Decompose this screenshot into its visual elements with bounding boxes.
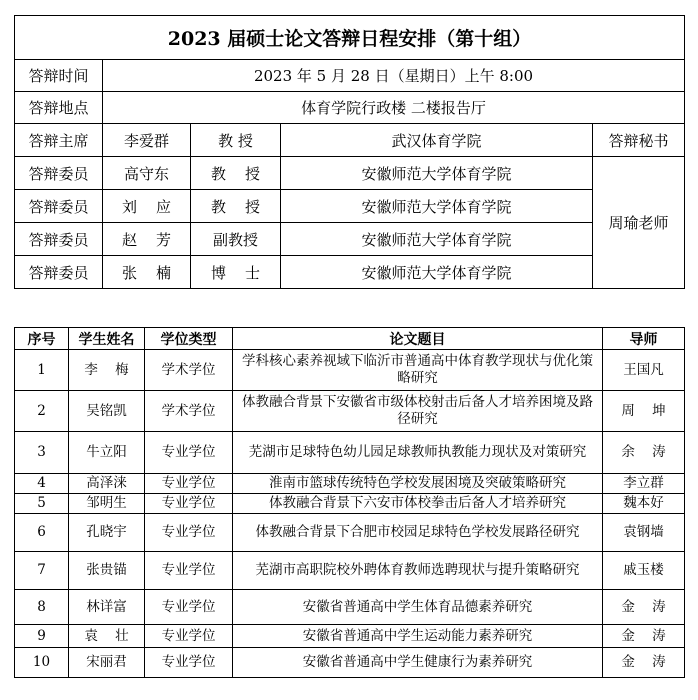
cell-degree: 学术学位 (145, 350, 233, 391)
cell-degree: 专业学位 (145, 552, 233, 590)
member-row (15, 256, 685, 289)
cell-student: 袁 壮 (69, 625, 145, 648)
member-row (15, 223, 685, 256)
cell-advisor: 金 涛 (603, 648, 685, 678)
cell-degree: 专业学位 (145, 625, 233, 648)
member-role: 答辩委员 (15, 190, 103, 223)
cell-degree: 专业学位 (145, 494, 233, 514)
chair-name: 李爱群 (103, 124, 191, 157)
cell-student: 孔晓宇 (69, 514, 145, 552)
cell-no: 7 (15, 552, 69, 590)
table-row (15, 590, 685, 625)
member-org: 安徽师范大学体育学院 (281, 256, 593, 289)
time-label: 答辩时间 (15, 60, 103, 92)
time-value: 2023 年 5 月 28 日（星期日）上午 8:00 (103, 60, 685, 92)
cell-no: 9 (15, 625, 69, 648)
committee-table (14, 15, 685, 289)
member-name: 高守东 (103, 157, 191, 190)
page-title: 2023 届硕士论文答辩日程安排（第十组） (15, 16, 685, 60)
chair-row (15, 124, 685, 157)
cell-student: 李 梅 (69, 350, 145, 391)
cell-student: 宋丽君 (69, 648, 145, 678)
header-row (15, 328, 685, 350)
cell-advisor: 魏本好 (603, 494, 685, 514)
cell-topic: 体教融合背景下安徽省市级体校射击后备人才培养困境及路径研究 (233, 391, 603, 432)
cell-no: 6 (15, 514, 69, 552)
cell-student: 牛立阳 (69, 432, 145, 474)
cell-advisor: 金 涛 (603, 625, 685, 648)
table-row (15, 494, 685, 514)
cell-topic: 安徽省普通高中学生健康行为素养研究 (233, 648, 603, 678)
cell-student: 张贵锚 (69, 552, 145, 590)
thesis-table (14, 327, 685, 678)
cell-student: 吴铭凯 (69, 391, 145, 432)
cell-advisor: 余 涛 (603, 432, 685, 474)
cell-advisor: 李立群 (603, 474, 685, 494)
cell-topic: 芜湖市高职院校外聘体育教师选聘现状与提升策略研究 (233, 552, 603, 590)
cell-no: 4 (15, 474, 69, 494)
cell-degree: 专业学位 (145, 590, 233, 625)
member-name: 刘 应 (103, 190, 191, 223)
table-row (15, 391, 685, 432)
member-name: 赵 芳 (103, 223, 191, 256)
cell-no: 1 (15, 350, 69, 391)
table-row (15, 648, 685, 678)
place-label: 答辩地点 (15, 92, 103, 124)
cell-degree: 专业学位 (145, 474, 233, 494)
cell-degree: 学术学位 (145, 391, 233, 432)
member-role: 答辩委员 (15, 256, 103, 289)
cell-topic: 淮南市篮球传统特色学校发展困境及突破策略研究 (233, 474, 603, 494)
header-student: 学生姓名 (69, 328, 145, 350)
table-row (15, 474, 685, 494)
cell-topic: 安徽省普通高中学生体育品德素养研究 (233, 590, 603, 625)
secretary-name: 周瑜老师 (593, 157, 685, 289)
member-name: 张 楠 (103, 256, 191, 289)
cell-topic: 安徽省普通高中学生运动能力素养研究 (233, 625, 603, 648)
member-org: 安徽师范大学体育学院 (281, 190, 593, 223)
cell-student: 邹明生 (69, 494, 145, 514)
member-role: 答辩委员 (15, 157, 103, 190)
header-advisor: 导师 (603, 328, 685, 350)
cell-topic: 体教融合背景下合肥市校园足球特色学校发展路径研究 (233, 514, 603, 552)
member-org: 安徽师范大学体育学院 (281, 223, 593, 256)
member-row (15, 190, 685, 223)
cell-advisor: 金 涛 (603, 590, 685, 625)
member-title: 博 士 (191, 256, 281, 289)
member-title: 副教授 (191, 223, 281, 256)
chair-org: 武汉体育学院 (281, 124, 593, 157)
table-row (15, 432, 685, 474)
secretary-label: 答辩秘书 (593, 124, 685, 157)
table-row (15, 552, 685, 590)
cell-advisor: 周 坤 (603, 391, 685, 432)
member-title: 教 授 (191, 157, 281, 190)
header-topic: 论文题目 (233, 328, 603, 350)
cell-advisor: 戚玉楼 (603, 552, 685, 590)
member-title: 教 授 (191, 190, 281, 223)
cell-no: 5 (15, 494, 69, 514)
table-row (15, 514, 685, 552)
header-no: 序号 (15, 328, 69, 350)
cell-no: 8 (15, 590, 69, 625)
cell-degree: 专业学位 (145, 648, 233, 678)
cell-advisor: 王国凡 (603, 350, 685, 391)
table-row (15, 350, 685, 391)
cell-topic: 学科核心素养视域下临沂市普通高中体育教学现状与优化策略研究 (233, 350, 603, 391)
cell-student: 林详富 (69, 590, 145, 625)
cell-topic: 体教融合背景下六安市体校拳击后备人才培养研究 (233, 494, 603, 514)
cell-degree: 专业学位 (145, 432, 233, 474)
member-org: 安徽师范大学体育学院 (281, 157, 593, 190)
cell-no: 10 (15, 648, 69, 678)
cell-topic: 芜湖市足球特色幼儿园足球教师执教能力现状及对策研究 (233, 432, 603, 474)
cell-degree: 专业学位 (145, 514, 233, 552)
cell-no: 3 (15, 432, 69, 474)
cell-student: 高泽涞 (69, 474, 145, 494)
place-value: 体育学院行政楼 二楼报告厅 (103, 92, 685, 124)
cell-advisor: 袁钢墙 (603, 514, 685, 552)
chair-role: 答辩主席 (15, 124, 103, 157)
member-row (15, 157, 685, 190)
cell-no: 2 (15, 391, 69, 432)
table-row (15, 625, 685, 648)
chair-title: 教 授 (191, 124, 281, 157)
member-role: 答辩委员 (15, 223, 103, 256)
header-degree: 学位类型 (145, 328, 233, 350)
